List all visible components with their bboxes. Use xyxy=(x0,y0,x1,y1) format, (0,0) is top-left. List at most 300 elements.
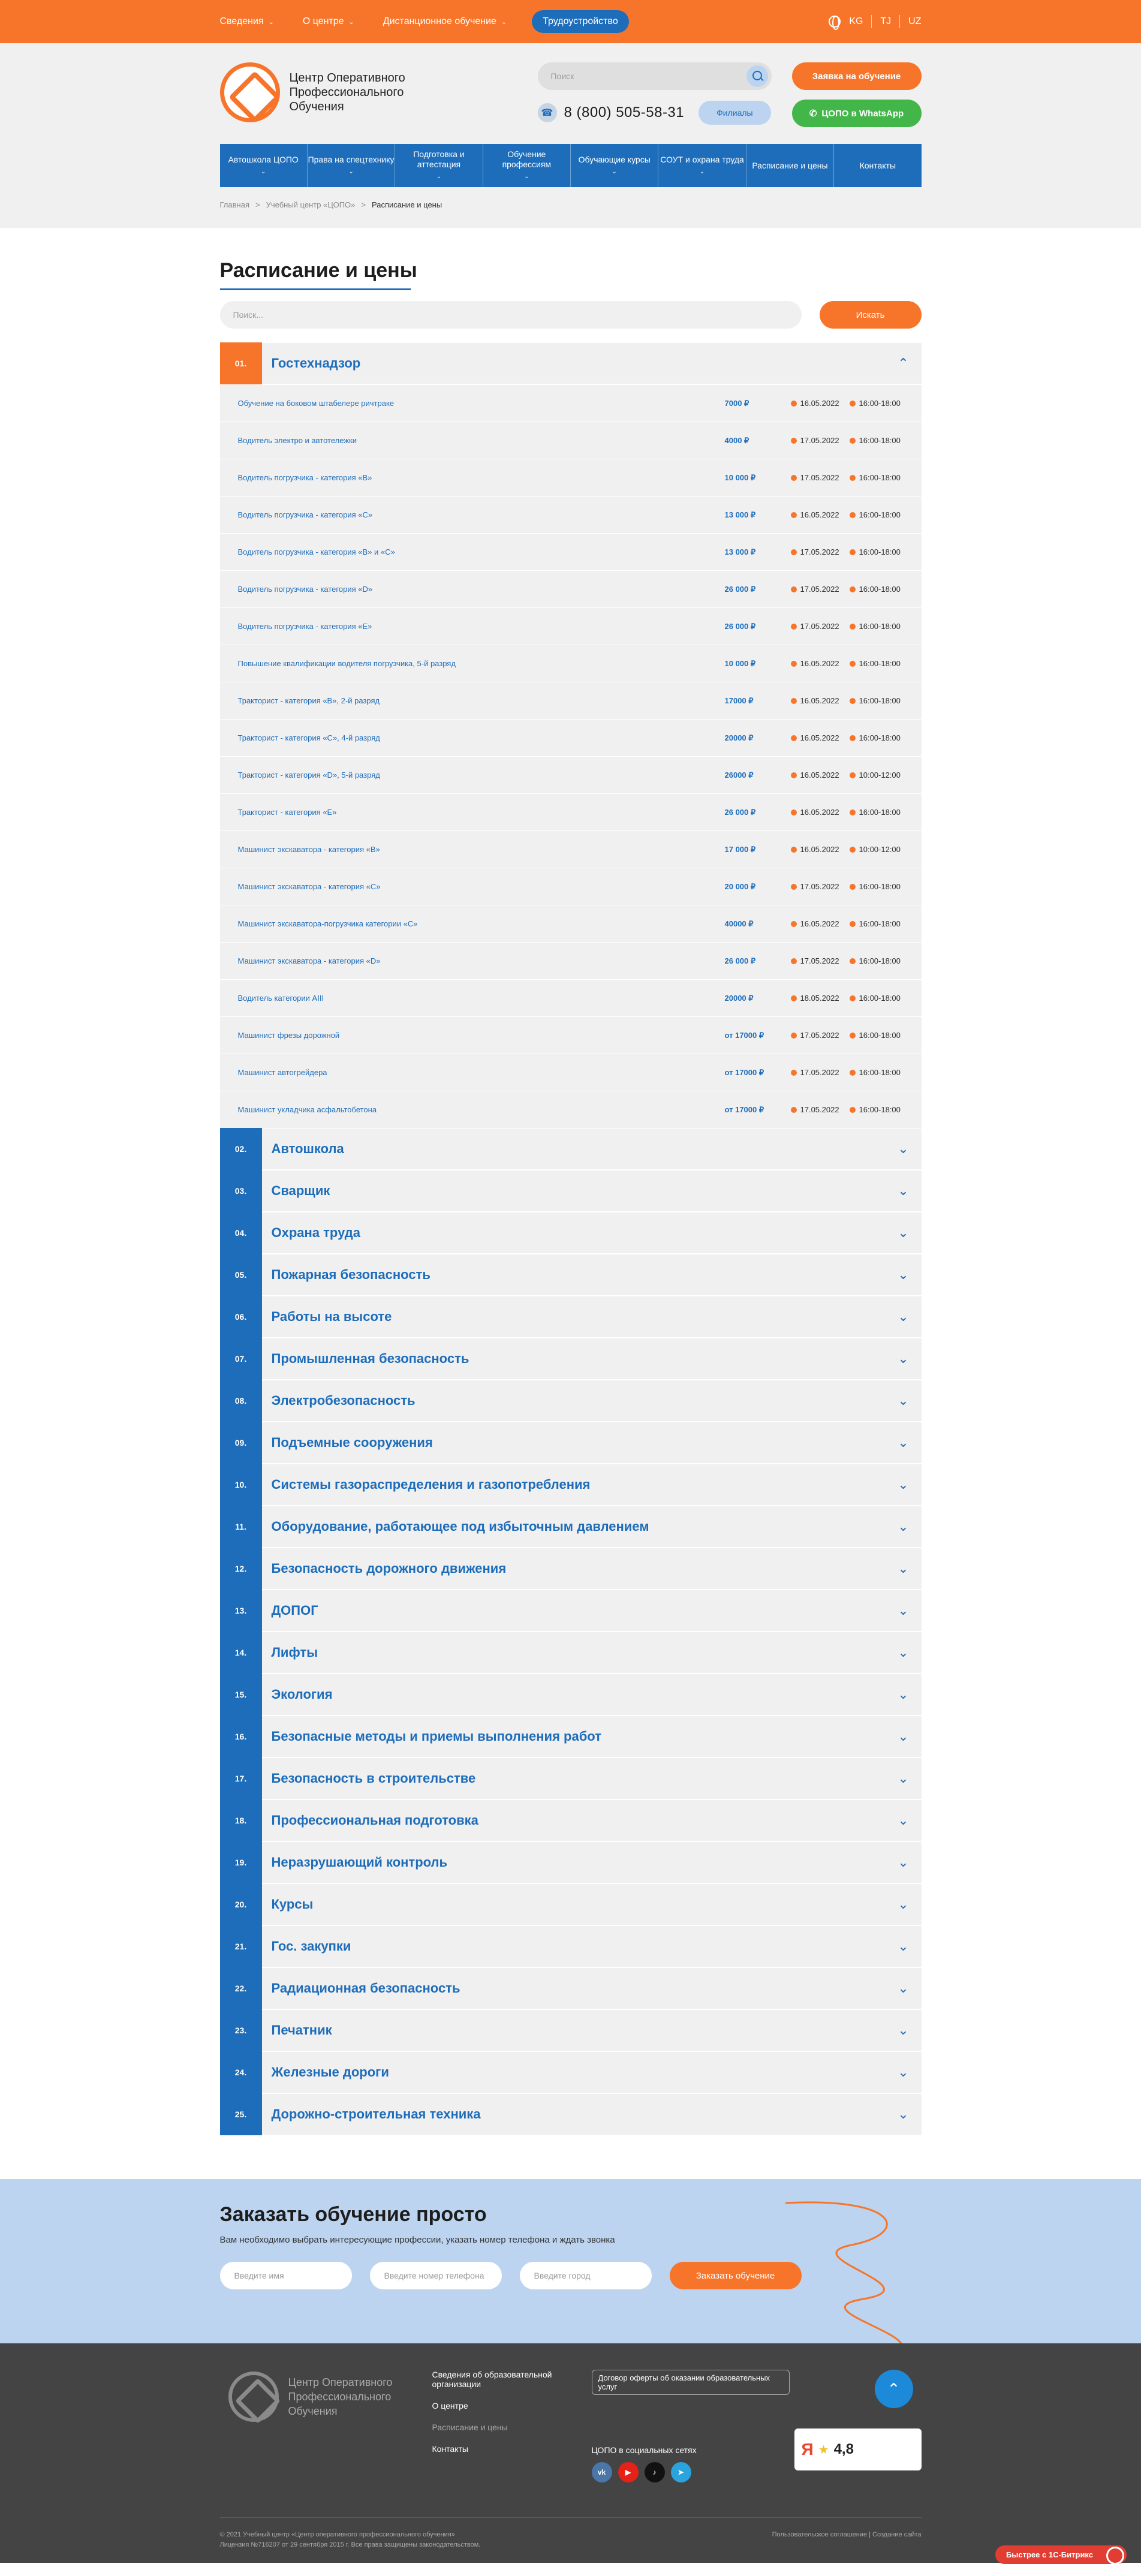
schedule-row[interactable] xyxy=(220,1054,922,1091)
course-time: 16:00-18:00 xyxy=(850,994,922,1003)
schedule-row[interactable] xyxy=(220,385,922,422)
schedule-row[interactable] xyxy=(220,1091,922,1128)
topbar-item-distance[interactable]: Дистанционное обучение ⌄ xyxy=(383,16,507,26)
nav-item-labor-safety[interactable]: СОУТ и охрана труда ⌄ xyxy=(658,144,746,187)
category-number: 05. xyxy=(220,1254,262,1296)
category-title: Печатник xyxy=(271,2023,332,2038)
topbar-item-info[interactable]: Сведения ⌄ xyxy=(219,16,274,26)
chevron-up-icon: ⌃ xyxy=(898,356,909,371)
chevron-down-icon: ⌄ xyxy=(612,168,617,175)
header-search[interactable] xyxy=(538,62,772,90)
course-date: 16.05.2022 xyxy=(791,399,850,408)
category-header[interactable] xyxy=(220,1716,922,1758)
language-switcher xyxy=(829,15,921,28)
dot-icon xyxy=(791,475,797,481)
category-title: Безопасные методы и приемы выполнения работ xyxy=(271,1729,601,1744)
tiktok-icon[interactable]: ♪ xyxy=(645,2462,665,2482)
schedule-row[interactable] xyxy=(220,682,922,720)
category-title: Неразрушающий контроль xyxy=(271,1855,448,1870)
course-name[interactable]: Машинист экскаватора - категория «В» xyxy=(237,845,380,854)
course-price: 17000 ₽ xyxy=(724,696,754,705)
nav-item-certification[interactable]: Подготовка и аттестация ⌄ xyxy=(395,144,483,187)
branches-button[interactable]: Филиалы xyxy=(699,101,770,125)
course-name[interactable]: Повышение квалификации водителя погрузчика, 5-й разряд xyxy=(237,659,456,668)
category-title: Экология xyxy=(271,1687,333,1702)
nav-item-contacts[interactable]: Контакты xyxy=(859,160,896,170)
nav-item-special-vehicles[interactable]: Права на спецтехнику ⌄ xyxy=(308,144,395,187)
chevron-down-icon: ⌄ xyxy=(501,18,507,26)
course-name[interactable]: Обучение на боковом штабелере ричтраке xyxy=(237,399,395,408)
dot-icon xyxy=(850,809,856,815)
star-icon: ★ xyxy=(818,2443,829,2457)
phone-icon: ☎ xyxy=(538,103,557,122)
schedule-row[interactable] xyxy=(220,608,922,645)
course-price: 26 000 ₽ xyxy=(724,584,756,594)
bitrix-icon xyxy=(1106,2547,1124,2565)
category-number: 25. xyxy=(220,2093,262,2135)
dot-icon xyxy=(791,921,797,927)
dot-icon xyxy=(791,995,797,1001)
schedule-row[interactable] xyxy=(220,645,922,682)
dot-icon xyxy=(850,512,856,518)
category-title: Гостехнадзор xyxy=(271,356,361,371)
category-header[interactable] xyxy=(220,2094,922,2136)
category-header[interactable] xyxy=(220,1170,922,1212)
category-title: Сварщик xyxy=(271,1183,330,1198)
category-number: 06. xyxy=(220,1296,262,1338)
rating-value: 4,8 xyxy=(833,2441,854,2457)
category-header[interactable] xyxy=(220,1128,922,1170)
category-header[interactable] xyxy=(220,1422,922,1464)
course-date: 17.05.2022 xyxy=(791,1105,850,1114)
chevron-down-icon: ⌄ xyxy=(348,18,354,26)
dot-icon xyxy=(791,438,797,444)
category-header[interactable] xyxy=(220,1296,922,1338)
category-title: Железные дороги xyxy=(271,2065,389,2080)
category-header-open[interactable] xyxy=(220,343,922,385)
chevron-down-icon: ⌄ xyxy=(898,2065,909,2080)
course-time: 10:00-12:00 xyxy=(850,845,922,854)
course-date: 16.05.2022 xyxy=(791,510,850,519)
schedule-row[interactable] xyxy=(220,943,922,980)
phone-number[interactable]: 8 (800) 505-58-31 xyxy=(564,104,685,121)
chevron-down-icon: ⌄ xyxy=(898,1687,909,1702)
course-price: от 17000 ₽ xyxy=(724,1105,764,1114)
category-title: Безопасность дорожного движения xyxy=(271,1561,507,1576)
category-header[interactable] xyxy=(220,1632,922,1674)
course-price: 7000 ₽ xyxy=(724,398,749,408)
dot-icon xyxy=(791,847,797,853)
course-date: 17.05.2022 xyxy=(791,436,850,445)
dot-icon xyxy=(791,661,797,667)
course-time: 16:00-18:00 xyxy=(850,547,922,556)
course-name[interactable]: Тракторист - категория «В», 2-й разряд xyxy=(237,696,380,705)
schedule-row[interactable] xyxy=(220,720,922,757)
course-name[interactable]: Водитель погрузчика - категория «Е» xyxy=(237,622,372,631)
category-title: Промышленная безопасность xyxy=(271,1351,469,1366)
dot-icon xyxy=(791,1033,797,1039)
search-icon[interactable] xyxy=(746,65,768,87)
category-number: 14. xyxy=(220,1632,262,1674)
course-time: 16:00-18:00 xyxy=(850,919,922,928)
dot-icon xyxy=(791,735,797,741)
whatsapp-button[interactable]: ✆ ЦОПО в WhatsApp xyxy=(792,100,922,127)
category-header[interactable] xyxy=(220,1884,922,1926)
dot-icon xyxy=(850,735,856,741)
course-time: 16:00-18:00 xyxy=(850,1031,922,1040)
chevron-down-icon: ⌄ xyxy=(268,18,274,26)
category-number: 12. xyxy=(220,1548,262,1590)
top-bar xyxy=(0,0,1141,43)
dot-icon xyxy=(791,1070,797,1076)
dot-icon xyxy=(850,958,856,964)
category-title: Профессиональная подготовка xyxy=(271,1813,478,1828)
course-date: 16.05.2022 xyxy=(791,696,850,705)
dot-icon xyxy=(791,1107,797,1113)
category-header[interactable] xyxy=(220,1968,922,2010)
category-number: 16. xyxy=(220,1716,262,1758)
offer-link[interactable]: Договор оферты об оказании образовательных услуг xyxy=(592,2370,790,2395)
chevron-down-icon: ⌄ xyxy=(898,1477,909,1492)
category-header[interactable] xyxy=(220,1338,922,1380)
course-name[interactable]: Машинист автогрейдера xyxy=(237,1068,327,1077)
course-time: 16:00-18:00 xyxy=(850,622,922,631)
dot-icon xyxy=(850,772,856,778)
course-time: 16:00-18:00 xyxy=(850,473,922,482)
course-time: 16:00-18:00 xyxy=(850,696,922,705)
footer-link-organization[interactable]: Сведения об образовательной организации xyxy=(432,2370,552,2389)
course-name[interactable]: Машинист укладчика асфальтобетона xyxy=(237,1105,377,1114)
dot-icon xyxy=(850,549,856,555)
category-number: 11. xyxy=(220,1506,262,1548)
course-name[interactable]: Водитель погрузчика - категория «В» и «С» xyxy=(237,547,395,556)
schedule-search-input[interactable]: Поиск... xyxy=(220,301,802,329)
course-price: 17 000 ₽ xyxy=(724,844,756,854)
dot-icon xyxy=(791,586,797,592)
search-input[interactable]: Поиск xyxy=(550,71,574,81)
category-title: Радиационная безопасность xyxy=(271,1981,460,1996)
yandex-rating-badge[interactable] xyxy=(794,2428,922,2470)
dot-icon xyxy=(850,847,856,853)
course-price: 20000 ₽ xyxy=(724,733,754,742)
course-date: 17.05.2022 xyxy=(791,1068,850,1077)
divider xyxy=(899,15,900,28)
course-name[interactable]: Машинист экскаватора - категория «С» xyxy=(237,882,381,891)
course-name[interactable]: Водитель погрузчика - категория «D» xyxy=(237,585,373,594)
youtube-icon[interactable]: ▶ xyxy=(618,2462,639,2482)
category-title: Работы на высоте xyxy=(271,1309,392,1324)
schedule-rows xyxy=(220,385,922,1128)
schedule-row[interactable] xyxy=(220,794,922,831)
dot-icon xyxy=(791,958,797,964)
schedule-row[interactable] xyxy=(220,534,922,571)
schedule-row[interactable] xyxy=(220,868,922,905)
dot-icon xyxy=(850,586,856,592)
category-header[interactable] xyxy=(220,1926,922,1968)
chevron-down-icon: ⌄ xyxy=(898,1603,909,1618)
course-time: 16:00-18:00 xyxy=(850,956,922,965)
scroll-up-button[interactable]: ⌃ xyxy=(875,2370,913,2408)
dot-icon xyxy=(850,1033,856,1039)
category-header[interactable] xyxy=(220,1758,922,1800)
lang-kg[interactable]: KG xyxy=(849,16,863,26)
category-number: 21. xyxy=(220,1925,262,1967)
category-header[interactable] xyxy=(220,1842,922,1884)
footer xyxy=(0,2343,1141,2563)
course-price: от 17000 ₽ xyxy=(724,1067,764,1077)
category-header[interactable] xyxy=(220,1380,922,1422)
category-header[interactable] xyxy=(220,1590,922,1632)
course-price: 26 000 ₽ xyxy=(724,956,756,965)
course-time: 16:00-18:00 xyxy=(850,1068,922,1077)
course-date: 16.05.2022 xyxy=(791,733,850,742)
course-name[interactable]: Тракторист - категория «D», 5-й разряд xyxy=(237,771,380,780)
category-list xyxy=(220,1128,922,2136)
nav-item-autoschool[interactable]: Автошкола ЦОПО ⌄ xyxy=(220,144,308,187)
schedule-row[interactable] xyxy=(220,980,922,1017)
license: Лицензия №716207 от 29 сентября 2015 г. Все права защищены законодательством. xyxy=(219,2541,481,2548)
category-number: 13. xyxy=(220,1590,262,1632)
copyright: © 2021 Учебный центр «Центр оперативного профессионального обучения» xyxy=(219,2531,455,2538)
chevron-down-icon: ⌄ xyxy=(436,173,442,180)
footer-link-schedule[interactable]: Расписание и цены xyxy=(432,2422,508,2432)
main-nav xyxy=(220,144,922,187)
nav-item-courses[interactable]: Обучающие курсы ⌄ xyxy=(571,144,658,187)
apply-button[interactable]: Заявка на обучение xyxy=(792,62,922,90)
category-number: 22. xyxy=(220,1967,262,2009)
schedule-row[interactable] xyxy=(220,831,922,868)
lang-uz[interactable]: UZ xyxy=(908,16,922,26)
category-title: Подъемные сооружения xyxy=(271,1435,433,1450)
category-number: 23. xyxy=(220,2009,262,2051)
category-header[interactable] xyxy=(220,1548,922,1590)
schedule-row[interactable] xyxy=(220,422,922,459)
category-header[interactable] xyxy=(220,2010,922,2052)
course-date: 17.05.2022 xyxy=(791,473,850,482)
category-title: Гос. закупки xyxy=(271,1939,351,1954)
category-title: Автошкола xyxy=(271,1141,344,1156)
course-time: 16:00-18:00 xyxy=(850,659,922,668)
category-title: ДОПОГ xyxy=(271,1603,318,1618)
dot-icon xyxy=(791,624,797,630)
course-name[interactable]: Водитель категории AIII xyxy=(237,994,324,1003)
schedule-row[interactable] xyxy=(220,496,922,534)
chevron-down-icon: ⌄ xyxy=(898,1771,909,1786)
course-name[interactable]: Тракторист - категория «Е» xyxy=(237,808,337,817)
course-date: 17.05.2022 xyxy=(791,547,850,556)
divider xyxy=(871,15,872,28)
logo-icon xyxy=(228,2372,279,2422)
chevron-down-icon: ⌄ xyxy=(898,1183,909,1198)
category-header[interactable] xyxy=(220,2052,922,2094)
course-price: 26 000 ₽ xyxy=(724,807,756,817)
dot-icon xyxy=(791,512,797,518)
course-price: 13 000 ₽ xyxy=(724,510,756,519)
course-price: 20 000 ₽ xyxy=(724,881,756,891)
course-date: 17.05.2022 xyxy=(791,882,850,891)
course-name[interactable]: Машинист экскаватора-погрузчика категории «С» xyxy=(237,919,418,928)
schedule-row[interactable] xyxy=(220,757,922,794)
dot-icon xyxy=(850,995,856,1001)
dot-icon xyxy=(850,661,856,667)
schedule-search-button[interactable]: Искать xyxy=(820,301,922,329)
site-logo[interactable] xyxy=(220,62,538,122)
course-date: 17.05.2022 xyxy=(791,585,850,594)
employment-button[interactable]: Трудоустройство xyxy=(532,10,629,33)
telegram-icon[interactable]: ➤ xyxy=(671,2462,691,2482)
category-title: Лифты xyxy=(271,1645,318,1660)
course-price: от 17000 ₽ xyxy=(724,1030,764,1040)
phone-input[interactable]: Введите номер телефона xyxy=(370,2262,502,2289)
nav-item-schedule[interactable]: Расписание и цены xyxy=(746,144,834,187)
topbar-item-about[interactable]: О центре ⌄ xyxy=(302,16,354,26)
chevron-down-icon: ⌄ xyxy=(898,1897,909,1912)
category-header[interactable] xyxy=(220,1800,922,1842)
category-title: Безопасность в строительстве xyxy=(271,1771,476,1786)
course-price: 26000 ₽ xyxy=(724,770,754,780)
chevron-down-icon: ⌄ xyxy=(898,1519,909,1534)
chevron-down-icon: ⌄ xyxy=(348,168,354,175)
category-header[interactable] xyxy=(220,1212,922,1254)
course-price: 20000 ₽ xyxy=(724,993,754,1003)
course-date: 16.05.2022 xyxy=(791,771,850,780)
schedule-row[interactable] xyxy=(220,905,922,943)
nav-item-professions[interactable]: Обучение профессиям ⌄ xyxy=(483,144,571,187)
footer-link-about[interactable]: О центре xyxy=(432,2401,468,2411)
category-number: 02. xyxy=(220,1128,262,1170)
category-number: 19. xyxy=(220,1841,262,1883)
dot-icon xyxy=(850,1070,856,1076)
dot-icon xyxy=(791,549,797,555)
yandex-icon: Я xyxy=(801,2440,814,2458)
dot-icon xyxy=(850,438,856,444)
category-header[interactable] xyxy=(220,1464,922,1506)
course-date: 17.05.2022 xyxy=(791,956,850,965)
course-time: 16:00-18:00 xyxy=(850,882,922,891)
lang-tj[interactable]: TJ xyxy=(880,16,892,26)
category-number: 01. xyxy=(220,342,262,384)
footer-logo[interactable]: Центр Оперативного Профессионального Обучения xyxy=(228,2370,432,2424)
schedule-row[interactable] xyxy=(220,459,922,496)
chevron-down-icon: ⌄ xyxy=(260,168,266,175)
dot-icon xyxy=(791,772,797,778)
category-title: Курсы xyxy=(271,1897,314,1912)
dot-icon xyxy=(850,698,856,704)
dot-icon xyxy=(850,401,856,407)
dot-icon xyxy=(850,1107,856,1113)
vk-icon[interactable]: vk xyxy=(592,2462,612,2482)
category-header[interactable] xyxy=(220,1254,922,1296)
schedule-row[interactable] xyxy=(220,1017,922,1054)
category-number: 24. xyxy=(220,2051,262,2093)
name-input[interactable]: Введите имя xyxy=(220,2262,352,2289)
bitrix-badge[interactable]: Быстрее с 1С-Битрикс xyxy=(995,2545,1127,2564)
page-title: Расписание и цены xyxy=(219,259,417,282)
breadcrumb-home[interactable]: Главная xyxy=(219,200,249,209)
category-title: Оборудование, работающее под избыточным давлением xyxy=(271,1519,649,1534)
course-name[interactable]: Водитель электро и автотележки xyxy=(237,436,357,445)
chevron-down-icon: ⌄ xyxy=(699,168,705,175)
dot-icon xyxy=(850,884,856,890)
course-date: 16.05.2022 xyxy=(791,845,850,854)
chevron-down-icon: ⌄ xyxy=(898,1435,909,1450)
chevron-down-icon: ⌄ xyxy=(898,1393,909,1408)
course-time: 16:00-18:00 xyxy=(850,1105,922,1114)
header xyxy=(0,43,1141,228)
course-time: 16:00-18:00 xyxy=(850,399,922,408)
course-time: 16:00-18:00 xyxy=(850,808,922,817)
social-title: ЦОПО в социальных сетях xyxy=(591,2445,697,2455)
course-name[interactable]: Машинист экскаватора - категория «D» xyxy=(237,956,381,965)
category-number: 18. xyxy=(220,1799,262,1841)
policy-link[interactable]: Пользовательское соглашение | Создание сайта xyxy=(772,2531,922,2538)
category-number: 04. xyxy=(220,1212,262,1254)
course-price: 10 000 ₽ xyxy=(724,473,756,482)
city-input[interactable]: Введите город xyxy=(520,2262,652,2289)
order-title: Заказать обучение просто xyxy=(219,2203,487,2226)
schedule-row[interactable] xyxy=(220,571,922,608)
whatsapp-icon: ✆ xyxy=(809,109,817,119)
chevron-down-icon: ⌄ xyxy=(898,2106,909,2121)
dot-icon xyxy=(791,401,797,407)
dot-icon xyxy=(850,921,856,927)
order-button[interactable]: Заказать обучение xyxy=(670,2262,802,2289)
dot-icon xyxy=(791,809,797,815)
category-title: Дорожно-строительная техника xyxy=(271,2106,481,2121)
breadcrumb-current: Расписание и цены xyxy=(372,200,442,209)
chevron-down-icon: ⌄ xyxy=(898,1939,909,1954)
chevron-down-icon: ⌄ xyxy=(898,1351,909,1366)
course-date: 16.05.2022 xyxy=(791,808,850,817)
category-number: 07. xyxy=(220,1338,262,1380)
chevron-down-icon: ⌄ xyxy=(898,1561,909,1576)
chevron-down-icon: ⌄ xyxy=(898,2023,909,2038)
category-header[interactable] xyxy=(220,1674,922,1716)
dot-icon xyxy=(791,884,797,890)
course-price: 26 000 ₽ xyxy=(724,621,756,631)
chevron-down-icon: ⌄ xyxy=(898,1309,909,1324)
footer-link-contacts[interactable]: Контакты xyxy=(432,2444,468,2454)
course-name[interactable]: Водитель погрузчика - категория «В» xyxy=(237,473,372,482)
course-date: 17.05.2022 xyxy=(791,1031,850,1040)
chevron-down-icon: ⌄ xyxy=(898,1729,909,1744)
course-name[interactable]: Водитель погрузчика - категория «С» xyxy=(237,510,373,519)
course-time: 16:00-18:00 xyxy=(850,585,922,594)
chevron-down-icon: ⌄ xyxy=(524,173,529,180)
order-section xyxy=(0,2179,1141,2343)
category-number: 09. xyxy=(220,1422,262,1464)
course-date: 16.05.2022 xyxy=(791,659,850,668)
chevron-down-icon: ⌄ xyxy=(898,1855,909,1870)
course-price: 13 000 ₽ xyxy=(724,547,756,556)
dot-icon xyxy=(850,624,856,630)
category-title: Охрана труда xyxy=(271,1225,360,1240)
order-text: Вам необходимо выбрать интересующие профессии, указать номер телефона и ждать звонка xyxy=(219,2235,615,2245)
course-price: 10 000 ₽ xyxy=(724,658,756,668)
chevron-down-icon: ⌄ xyxy=(898,1267,909,1282)
chevron-down-icon: ⌄ xyxy=(898,1645,909,1660)
category-number: 15. xyxy=(220,1674,262,1716)
course-date: 17.05.2022 xyxy=(791,622,850,631)
category-header[interactable] xyxy=(220,1506,922,1548)
globe-icon xyxy=(829,16,841,28)
course-name[interactable]: Тракторист - категория «С», 4-й разряд xyxy=(237,733,380,742)
course-name[interactable]: Машинист фрезы дорожной xyxy=(237,1031,340,1040)
course-price: 4000 ₽ xyxy=(724,435,749,445)
dot-icon xyxy=(791,698,797,704)
breadcrumb-center[interactable]: Учебный центр «ЦОПО» xyxy=(266,200,356,209)
course-time: 16:00-18:00 xyxy=(850,510,922,519)
